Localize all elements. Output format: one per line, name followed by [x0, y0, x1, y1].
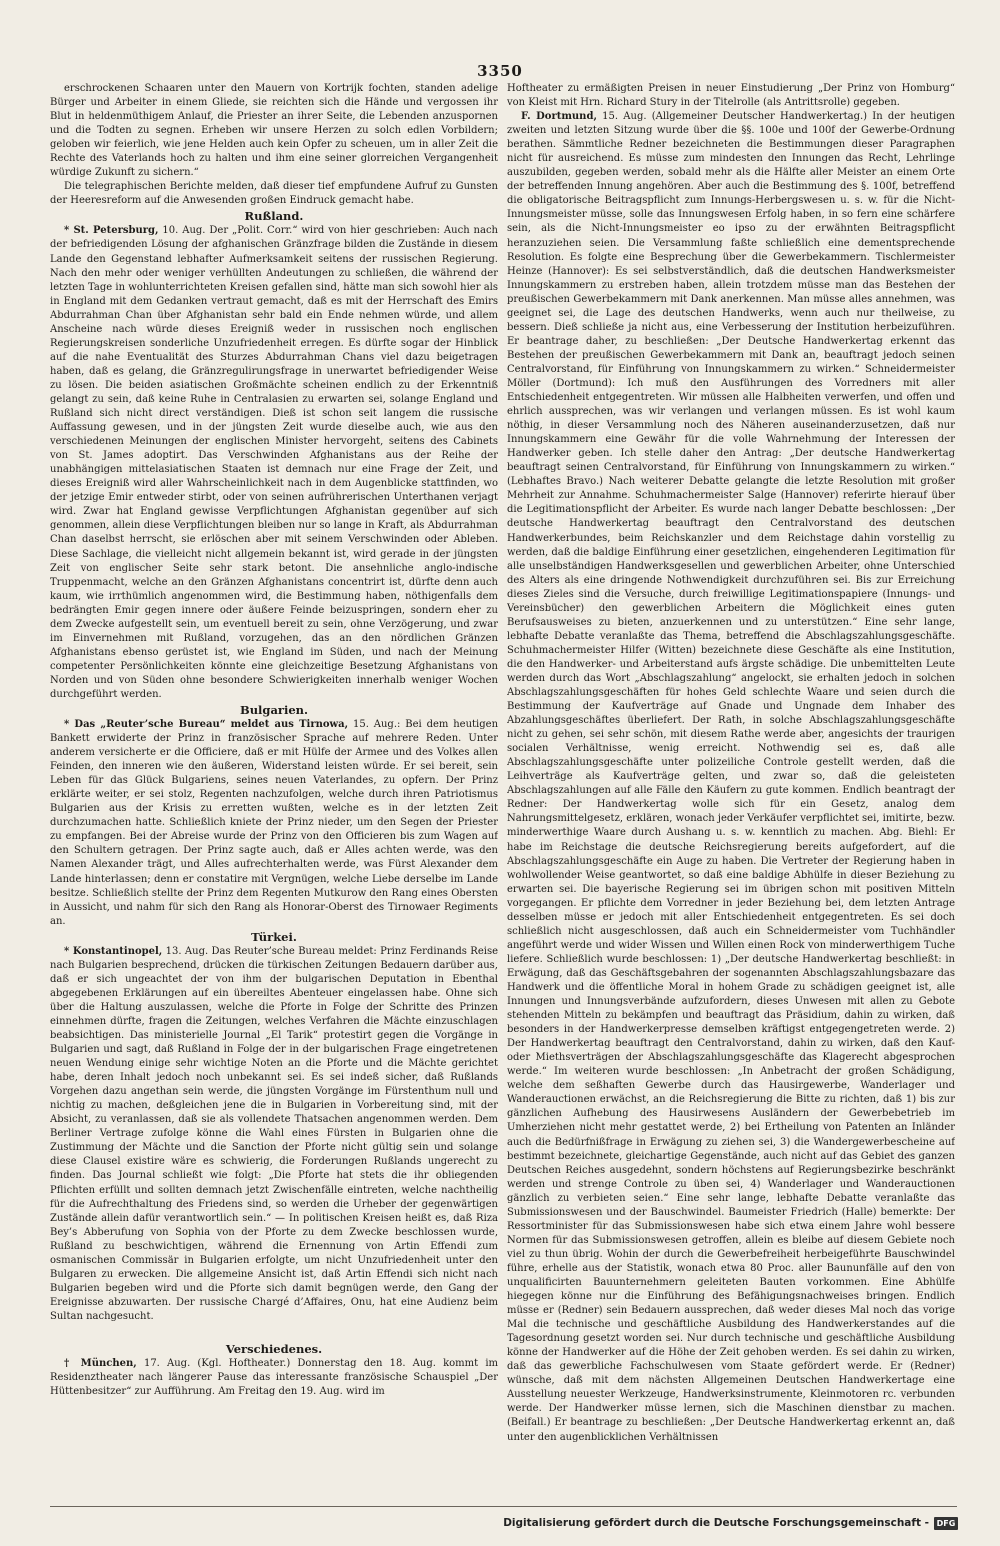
dateline: † München,	[64, 1357, 137, 1369]
page-number: 3350	[477, 62, 523, 80]
article-paragraph	[507, 110, 955, 1444]
article-paragraph	[50, 224, 498, 702]
paragraph-text: Hoftheater zu ermäßigten Preisen in neuer Einstudierung „Der Prinz von Homburg“ von Kleist mit Hrn. Richard Stury in der Titelrolle (als Antrittsrolle) gegeben.	[507, 83, 955, 109]
article-paragraph	[50, 945, 498, 1324]
paragraph-text: 13. Aug. Das Reuter’sche Bureau meldet: Prinz Ferdinands Reise nach Bulgarien besprechend, drücken die türkischen Zeitungen Bedauern darüber aus, daß er sich ungeachtet der von ihm der bulgarischen Deputation in Ebenthal abgegebenen Erklärungen auf ein übereiltes Abenteuer eingelassen habe. Ohne sich über die Haltung auszulassen, welche die Pforte in Folge der Schritte des Prinzen einnehmen dürfte, fragen die Zeitungen, welches Verfahren die Mächte einzuschlagen beabsichtigen. Das ministerielle Journal „El Tarik“ protestirt gegen die Vorgänge in Bulgarien und sagt, daß Rußland in Folge der in der bulgarischen Frage eingetretenen neuen Wendung einige sehr wichtige Noten an die Pforte und die Mächte gerichtet habe, deren Inhalt jedoch noch unbekannt sei. Es sei indeß sicher, daß Rußlands Vorgehen dazu angethan sein werde, die jüngsten Vorgänge im Fürstenthum null und nichtig zu machen, deßgleichen jene die in Bulgarien in Vorbereitung sind, mit der Absicht, zu veranlassen, daß sie als vollendete Thatsachen angenommen werden. Dem Berliner Vertrage zufolge könne die Wahl eines Fürsten in Bulgarien ohne die Zustimmung der Mächte und die Sanction der Pforte nicht gültig sein und solange diese Clausel existire wäre es schwierig, die Forderungen Rußlands ungerecht zu finden. Das Journal schließt wie folgt: „Die Pforte hat stets die ihr obliegenden Pflichten erfüllt und sollten demnach jetzt Zwischenfälle eintreten, welche nachtheilig für die Aufrechthaltung des Friedens sind, so werden die Urheber der gegenwärtigen Zustände allein dafür verantwortlich sein.“ — In politischen Kreisen heißt es, daß Riza Bey’s Abberufung von Sophia von der Pforte zu dem Zwecke beschlossen wurde, Rußland zu beschwichtigen, während die Ernennung von Artin Effendi zum osmanischen Commissär in Bulgarien erfolgte, um nicht Unzufriedenheit unter den Bulgaren zu erwecken. Die allgemeine Ansicht ist, daß Artin Effendi sich nicht nach Bulgarien begeben wird und die Pforte sich damit begnügen werde, den Gang der Ereignisse abzuwarten. Der russische Chargé d’Affaires, Onu, hat eine Audienz beim Sultan nachgesucht.	[50, 945, 498, 1322]
paragraph-text: Die telegraphischen Berichte melden, daß dieser tief empfundene Aufruf zu Gunsten der Heeresreform auf die Anwesenden großen Eindruck gemacht habe.	[50, 181, 498, 207]
section-heading: Türkei.	[251, 929, 297, 944]
footer-credit: Digitalisierung gefördert durch die Deutsche Forschungsgemeinschaft -	[503, 1517, 929, 1529]
article-paragraph	[50, 718, 498, 929]
right-column	[507, 82, 955, 1502]
left-column	[50, 82, 498, 1502]
paragraph-text: 17. Aug. (Kgl. Hoftheater.) Donnerstag den 18. Aug. kommt im Residenztheater nach längerer Pause das interessante französische Schauspiel „Der Hüttenbesitzer“ zur Aufführung. Am Freitag den 19. Aug. wird im	[50, 1357, 498, 1398]
article-paragraph	[50, 1357, 498, 1399]
paragraph-text: erschrockenen Schaaren unter den Mauern von Kortrijk fochten, standen adelige Bürger und Arbeiter in einem Gliede, sie reichten sich die Hände und vergossen ihr Blut in heldenmüthigem Anlauf, die Priester an ihrer Seite, die Lebenden anzuspornen und die Todten zu segnen. Erheben wir unsere Herzen zu solch edlen Vorbildern; geloben wir feierlich, wie jene Helden auch kein Opfer zu scheuen, um in aller Zeit die Rechte des Vaterlands hoch zu halten und ihm eine seiner glorreichen Vergangenheit würdige Zukunft zu sichern.“	[50, 83, 498, 179]
dateline: F. Dortmund,	[521, 111, 597, 123]
article-paragraph	[507, 82, 955, 110]
dateline: * St. Petersburg,	[64, 225, 159, 237]
footer-divider	[50, 1506, 957, 1507]
paragraph-text: 15. Aug. (Allgemeiner Deutscher Handwerkertag.) In der heutigen zweiten und letzten Sitzung wurde über die §§. 100e und 100f der Gewerbe-Ordnung berathen. Sämmtliche Redner bezeichneten die Bestimmungen dieser Paragraphen nicht für ausreichend. Es müsse zum mindesten den Innungen das Recht, Lehrlinge auszubilden, gegeben werden, sobald mehr als die Hälfte aller Meister an einem Orte der betreffenden Innung angehören. Aber auch die Bestimmung des §. 100f, betreffend die obligatorische Beitragspflicht zum Innungs-Herbergswesen u. s. w. für die Nicht-Innungsmeister müsse, solle das Innungswesen Erfolg haben, in so fern eine schärfere sein, als die Nicht-Innungsmeister eo ipso zu der erwähnten Beitragspflicht heranzuziehen seien. Die Versammlung faßte schließlich eine dementsprechende Resolution. Es folgte eine Besprechung über die Gewerbekammern. Tischlermeister Heinze (Hannover): Es sei selbstverständlich, daß die deutschen Handwerksmeister Innungskammern zu erstreben haben, allein trotzdem müsse man das Bestehen der preußischen Gewerbekammern mit Dank anerkennen. Man müsse alles annehmen, was geeignet sei, die Lage des deutschen Handwerks, wenn auch nur theilweise, zu bessern. Dieß schließe ja nicht aus, eine Verbesserung der Institution herbeizuführen. Er beantrage daher, zu beschließen: „Der Deutsche Handwerkertag erkennt das Bestehen der preußischen Gewerbekammern mit Dank an, beauftragt jedoch seinen Centralvorstand, für Einführung von Innungskammern zu wirken.“ Schneidermeister Möller (Dortmund): Ich muß den Ausführungen des Vorredners mit aller Entschiedenheit entgegentreten. Wir müssen alle Halbheiten verwerfen, und offen und ehrlich aussprechen, was wir verlangen und verlangen müssen. Es ist wohl kaum nöthig, in dieser Versammlung noch des Näheren auseinanderzusetzen, daß nur Innungskammern eine Gewähr für die volle Wahrnehmung der Interessen der Handwerker geben. Ich stelle daher den Antrag: „Der deutsche Handwerkertag beauftragt seinen Centralvorstand, für Einführung von Innungskammern zu wirken.“ (Lebhaftes Bravo.) Nach weiterer Debatte gelangte die letzte Resolution mit großer Mehrheit zur Annahme. Schuhmachermeister Salge (Hannover) referirte hierauf über die Legitimationspflicht der Arbeiter. Es wurde nach langer Debatte beschlossen: „Der deutsche Handwerkertag beauftragt den Centralvorstand des deutschen Handwerkerbundes, beim Reichskanzler und dem Reichstage dahin vorstellig zu werden, daß die baldige Einführung einer gesetzlichen, eingehenderen Legitimation für alle unselbständigen Handwerksgesellen und gewerblichen Arbeiter, ohne Unterschied des Alters als eine dringende Nothwendigkeit durchzuführen sei. Bis zur Erreichung dieses Zieles sind die Versuche, durch freiwillige Legitimationspapiere (Innungs- und Vereinsbücher) den gewerblichen Arbeitern die Möglichkeit eines guten Berufsausweises zu bieten, anzuerkennen und zu unterstützen.“ Eine sehr lange, lebhafte Debatte veranlaßte das Thema, betreffend die Abschlagszahlungsgeschäfte. Schuhmachermeister Hilfer (Witten) bezeichnete diese Geschäfte als eine Institution, die den Handwerker- und Arbeiterstand aufs ärgste schädige. Die unbemittelten Leute werden durch das Wort „Abschlagszahlung“ angelockt, sie erhalten jedoch in solchen Abschlagszahlungsgeschäften für hohes Geld schlechte Waare und seien durch die Bestimmung der Kaufverträge auf Gnade und Ungnade dem Inhaber des Abzahlungsgeschäftes überliefert. Der Rath, in solche Abschlagszahlungsgeschäfte nicht zu gehen, sei sehr schön, mit diesem Rathe werde aber, angesichts der traurigen socialen Verhältnisse, wenig erreicht. Nothwendig sei es, daß alle Abschlagszahlungsgeschäfte unter polizeiliche Controle gestellt werden, daß die Leihverträge als Kaufverträge gelten, und zwar so, daß die geleisteten Abschlagszahlungen auf alle Fälle den Käufern zu gute kommen. Endlich beantragt der Redner: Der Handwerkertag wolle sich für ein Gesetz, analog dem Nahrungsmittelgesetz, erklären, wonach jeder Verkäufer verpflichtet sei, imitirte, bezw. minderwerthige Waare durch Aushang u. s. w. kenntlich zu machen. Abg. Biehl: Er habe im Reichstage die deutsche Reichsregierung bereits aufgefordert, auf die Abschlagszahlungsgeschäfte ein Auge zu haben. Die Vertreter der Regierung haben in wohlwollender Weise geantwortet, so daß eine baldige Abhülfe in dieser Beziehung zu erwarten sei. Die bayerische Regierung sei im übrigen schon mit positiven Mitteln vorgegangen. Er pflichte dem Vorredner in jeder Beziehung bei, dem letzten Antrage desselben müsse er jedoch mit aller Entschiedenheit entgegentreten. Es sei doch schließlich nicht ausgeschlossen, daß auch ein Schneidermeister vom Tuchhändler angeführt werde und wider Wissen und Willen einen Rock von minderwerthigem Tuche liefere. Schließlich wurde beschlossen: 1) „Der deutsche Handwerkertag beschließt: in Erwägung, daß das Geschäftsgebahren der sogenannten Abschlagszahlungsbazare das Handwerk und die öffentliche Moral in hohem Grade zu schädigen geeignet ist, alle Innungen und Innungsverbände aufzufordern, dieses Unwesen mit allen zu Gebote stehenden Mitteln zu bekämpfen und beauftragt das Präsidium, dahin zu wirken, daß besonders in der Handwerkerpresse demselben kräftigst entgegengetreten werde. 2) Der Handwerkertag beauftragt den Centralvorstand, dahin zu wirken, daß den Kauf- oder Miethsverträgen der Abschlagszahlungsgeschäfte das Klagerecht abgesprochen werde.“ Im weiteren wurde beschlossen: „In Anbetracht der großen Schädigung, welche dem seßhaften Gewerbe durch das Hausirgewerbe, Wanderlager und Wanderauctionen erwächst, an die Reichsregierung die Bitte zu richten, daß 1) bis zur gänzlichen Aufhebung des Hausirwesens Ausländern der Gewerbebetrieb im Umherziehen nicht mehr gestattet werde, 2) bei Ertheilung von Patenten an Inländer auch die Bedürfnißfrage in Erwägung zu ziehen sei, 3) die Wandergewerbescheine auf bestimmt bezeichnete, gleichartige Gegenstände, auch nicht auf das Gebiet des ganzen Deutschen Reiches ausgedehnt, sondern höchstens auf Regierungsbezirke beschränkt werden und strenge Controle zu üben sei, 4) Wanderlager und Wanderauctionen gänzlich zu verbieten seien.“ Eine sehr lange, lebhafte Debatte veranlaßte das Submissionswesen und der Bauschwindel. Baumeister Friedrich (Halle) bemerkte: Der Ressortminister für das Submissionswesen habe sich etwa einem Jahre wohl bessere Normen für das Submissionswesen getroffen, allein es bleibe auf diesem Gebiete noch viel zu thun übrig. Wohin der durch die Gewerbefreiheit herbeigeführte Bauschwindel führe, erhelle aus der Statistik, wonach etwa 80 Proc. aller Baununfälle auf den von unqualificirten Bauunternehmern geleiteten Bauten vorkommen. Eine Abhülfe hiegegen könne nur die Einführung des Befähigungsnachweises bringen. Endlich müsse er (Redner) sein Bedauern aussprechen, daß weder dieses Mal noch das vorige Mal die technische und geschäftliche Ausbildung des Handwerkerstandes auf die Tagesordnung gesetzt worden sei. Nur durch technische und geschäftliche Ausbildung könne der Handwerker auf die Höhe der Zeit gehoben werden. Es sei dahin zu wirken, daß das gewerbliche Fachschulwesen vom Staate gefördert werde. Er (Redner) wünsche, daß mit dem nächsten Allgemeinen Deutschen Handwerkertage eine Ausstellung neuester Werkzeuge, Handwerksinstrumente, Kleinmotoren rc. verbunden werde. Der Handwerker müsse lernen, sich die Maschinen dienstbar zu machen. (Beifall.) Er beantrage zu beschließen: „Der Deutsche Handwerkertag erkennt an, daß unter den augenblicklichen Verhältnissen	[507, 111, 955, 1443]
dateline: * Das „Reuter’sche Bureau“ meldet aus Tirnowa,	[64, 719, 349, 731]
section-heading: Bulgarien.	[239, 703, 309, 718]
dfg-logo-icon: DFG	[934, 1517, 958, 1530]
dateline: * Konstantinopel,	[64, 945, 163, 957]
section-heading: Verschiedenes.	[225, 1341, 323, 1356]
section-heading: Rußland.	[244, 209, 304, 224]
footer	[503, 1515, 958, 1531]
article-paragraph	[50, 82, 498, 180]
paragraph-text: 10. Aug. Der „Polit. Corr.“ wird von hier geschrieben: Auch nach der befriedigenden Lösung der afghanischen Gränzfrage bilden die Zustände in diesem Lande den Gegenstand lebhafter Aufmerksamkeit seitens der russischen Regierung. Nach den mehr oder weniger verhüllten Andeutungen zu schließen, die während der letzten Tage in wohlunterrichteten Kreisen gefallen sind, hätte man sich sowohl hier als in England mit dem Gedanken vertraut gemacht, daß es mit der Herrschaft des Emirs Abdurrahman Chan über Afghanistan sehr bald ein Ende nehmen würde, und allem Anscheine nach würde dieses Ereigniß weder in russischen noch englischen Regierungskreisen sonderliche Unzufriedenheit erregen. Es dürfte sogar der Hinblick auf die nahe Eventualität des Sturzes Abdurrahman Chans viel dazu beigetragen haben, daß es gelang, die Gränzregulirungsfrage in unerwartet befriedigender Weise zu lösen. Die beiden asiatischen Großmächte scheinen endlich zu der Erkenntniß gelangt zu sein, daß keine Ruhe in Centralasien zu erwarten sei, solange England und Rußland sich nicht direct verständigen. Dieß ist schon seit langem die russische Auffassung gewesen, und in der jüngsten Zeit wurde dieselbe auch, wie aus den verschiedenen Meinungen der englischen Minister hervorgeht, seitens des Cabinets von St. James adoptirt. Das Verschwinden Afghanistans aus der Reihe der unabhängigen mittelasiatischen Staaten ist demnach nur eine Frage der Zeit, und dieses Ereigniß wird aller Wahrscheinlichkeit nach in dem Augenblicke stattfinden, wo der jetzige Emir entweder stirbt, oder von seinen aufrührerischen Unterthanen verjagt wird. Zwar hat England gewisse Verpflichtungen Afghanistan gegenüber auf sich genommen, allein diese Verpflichtungen bleiben nur so lange in Kraft, als Abdurrahman Chan daselbst herrscht, sie erlöschen aber mit seinem Verschwinden oder Ableben. Diese Sachlage, die vielleicht nicht allgemein bekannt ist, wird gerade in der jüngsten Zeit von englischer Seite sehr stark betont. Die ansehnliche anglo-indische Truppenmacht, welche an den Gränzen Afghanistans concentrirt ist, dürfte denn auch kaum, wie irrthümlich angenommen wird, die Bestimmung haben, nöthigenfalls dem bedrängten Emir gegen innere oder äußere Feinde beizuspringen, sondern eher zu dem Zwecke aufgestellt sein, um eventuell bereit zu sein, ohne Verzögerung, und zwar im Einvernehmen mit Rußland, vorzugehen, das an den nördlichen Gränzen Afghanistans ebenso gerüstet ist, wie England im Süden, und nach der Meinung competenter Persönlichkeiten könnte eine gleichzeitige Besetzung Afghanistans von Norden und von Süden ohne besondere Schwierigkeiten innerhalb weniger Wochen durchgeführt werden.	[50, 225, 498, 700]
article-paragraph	[50, 180, 498, 208]
paragraph-text: 15. Aug.: Bei dem heutigen Bankett erwiderte der Prinz in französischer Sprache auf mehrere Reden. Unter anderem versicherte er die Officiere, daß er mit Hülfe der Armee und des Volkes allen Feinden, den inneren wie den äußeren, Widerstand leisten würde. Er sei bereit, sein Leben für das Glück Bulgariens, seines neuen Vaterlandes, zu opfern. Der Prinz erklärte weiter, er sei stolz, Regenten nachzufolgen, welche durch ihren Patriotismus Bulgarien aus der Krisis zu erretten wußten, welche es in der letzten Zeit durchzumachen hatte. Schließlich kniete der Prinz nieder, um den Segen der Priester zu empfangen. Bei der Abreise wurde der Prinz von den Officieren bis zum Wagen auf den Schultern getragen. Der Prinz sagte auch, daß er Alles achten werde, was den Namen Alexander trägt, und Alles aufrechterhalten werde, was Fürst Alexander dem Lande hinterlassen; denn er constatire mit Vergnügen, welche Liebe derselbe im Lande besitze. Schließlich stellte der Prinz dem Regenten Mutkurow den Rang eines Obersten in Aussicht, und nahm für sich den Rang als Honorar-Oberst des Tirnowaer Regiments an.	[50, 719, 498, 927]
